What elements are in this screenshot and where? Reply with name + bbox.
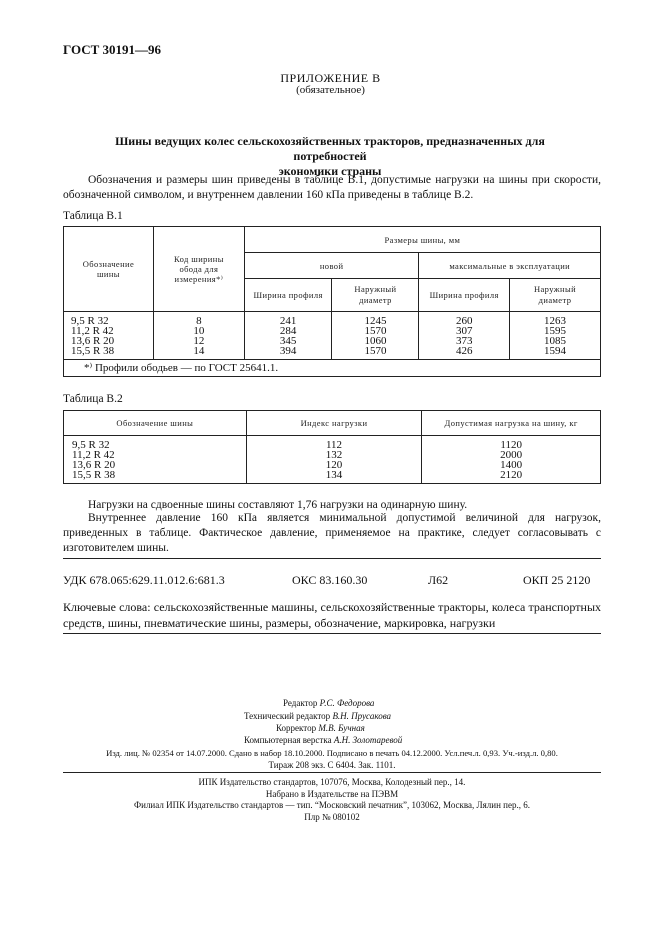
- t1-new-width: 345: [279, 335, 297, 347]
- imprint-line2: Тираж 208 экз. С 6404. Зак. 1101.: [268, 760, 396, 770]
- t2-permissible-load: 1400: [422, 460, 601, 470]
- t2-header-designation: Обозначение шины: [64, 411, 247, 436]
- imprint-line1: Изд. лиц. № 02354 от 14.07.2000. Сдано в набор 18.10.2000. Подписано в печать 04.12.2000. Усл.печ.л. 0,93. Уч.-изд.л. 0,80.: [106, 748, 558, 758]
- t1-rim-code: 12: [193, 335, 205, 347]
- table1-caption: Таблица В.1: [63, 210, 123, 222]
- t2-designation: 9,5 R 32: [64, 436, 247, 451]
- t1-designation: 15,5 R 38: [71, 345, 115, 357]
- t1-rim-code: 14: [193, 345, 205, 357]
- divider: [63, 772, 601, 773]
- oks-code: ОКС 83.160.30: [292, 573, 368, 587]
- udk-code: УДК 678.065:629.11.012.6:681.3: [63, 573, 225, 587]
- t1-max-diameter: 1085: [544, 335, 567, 347]
- credit-layout-name: А.Н. Золотаревой: [333, 735, 403, 745]
- t1-header-designation: Обозначение шины: [64, 227, 154, 312]
- t1-new-diameter: 1570: [364, 325, 387, 337]
- t1-header-new: новой: [244, 253, 419, 279]
- t1-designation: 9,5 R 32: [71, 315, 109, 327]
- t2-designation: 11,2 R 42: [64, 450, 247, 460]
- t1-rim-code: 10: [193, 325, 205, 337]
- t2-permissible-load: 1120: [422, 436, 601, 451]
- t1-new-width: 284: [279, 325, 297, 337]
- t1-max-diameter: 1594: [544, 345, 567, 357]
- keywords: Ключевые слова: сельскохозяйственные машины, сельскохозяйственные тракторы, колеса транспортных средств, шины, пневматические шины, размеры, обозначение, маркировка, нагрузки: [63, 600, 601, 630]
- t2-header-permissible-load: Допустимая нагрузка на шину, кг: [422, 411, 601, 436]
- table-row: [64, 470, 601, 484]
- t2-load-index: 134: [246, 470, 422, 484]
- credit-tech-editor-label: Технический редактор: [244, 711, 331, 721]
- publisher-line2: Набрано в Издательстве на ПЭВМ: [265, 789, 399, 799]
- table2-caption: Таблица В.2: [63, 393, 123, 405]
- section-heading-line2: экономики страны: [278, 164, 382, 178]
- t2-permissible-load: 2000: [422, 450, 601, 460]
- t1-new-diameter: 1060: [364, 335, 387, 347]
- standard-number: ГОСТ 30191—96: [63, 42, 162, 57]
- publisher-line3: Филиал ИПК Издательство стандартов — тип. “Московский печатник”, 103062, Москва, Лялин пер., 6.: [134, 800, 530, 810]
- t2-load-index: 132: [246, 450, 422, 460]
- t1-designation: 13,6 R 20: [71, 335, 115, 347]
- t1-new-diameter: 1245: [364, 315, 387, 327]
- t1-max-width: 373: [455, 335, 473, 347]
- l-code: Л62: [428, 573, 449, 587]
- t1-header-new-diameter: Наружный диаметр: [332, 279, 419, 312]
- t1-header-max-service: максимальные в эксплуатации: [419, 253, 601, 279]
- t2-designation: 13,6 R 20: [64, 460, 247, 470]
- t1-header-max-diameter: Наружный диаметр: [510, 279, 601, 312]
- credit-corrector-name: М.В. Бучная: [318, 723, 365, 733]
- t1-header-sizes: Размеры шины, мм: [244, 227, 600, 253]
- divider: [63, 558, 601, 559]
- credit-layout: [244, 735, 402, 746]
- credit-editor: [283, 698, 374, 709]
- credit-editor-name: Р.С. Федорова: [319, 698, 375, 708]
- credit-layout-label: Компьютерная верстка: [244, 735, 332, 745]
- credit-editor-label: Редактор: [283, 698, 318, 708]
- t1-max-diameter: 1263: [544, 315, 567, 327]
- okp-code: ОКП 25 2120: [523, 573, 591, 587]
- credit-corrector-label: Корректор: [276, 723, 317, 733]
- t2-permissible-load: 2120: [422, 470, 601, 484]
- t1-new-width: 394: [279, 345, 297, 357]
- publisher-line1: ИПК Издательство стандартов, 107076, Москва, Колодезный пер., 14.: [198, 777, 466, 787]
- t1-max-width: 260: [455, 315, 473, 327]
- credit-tech-editor-name: В.Н. Прусакова: [332, 711, 392, 721]
- t1-footnote: *⁾ Профили ободьев — по ГОСТ 25641.1.: [64, 360, 601, 377]
- t2-load-index: 112: [246, 436, 422, 451]
- t1-header-max-width: Ширина профиля: [419, 279, 510, 312]
- credit-tech-editor: [244, 711, 391, 722]
- t2-load-index: 120: [246, 460, 422, 470]
- t1-max-width: 426: [455, 345, 473, 357]
- table-row: [64, 436, 601, 451]
- divider: [63, 633, 601, 634]
- credit-corrector: [276, 723, 365, 734]
- appendix-title: ПРИЛОЖЕНИЕ В: [280, 71, 381, 85]
- table-b2: [63, 410, 601, 484]
- intro-paragraph: Обозначения и размеры шин приведены в таблице В.1, допустимые нагрузки на шины при скорости, обозначенной символом, и внутреннем давлении 160 кПа приведены в таблице В.2.: [63, 174, 601, 201]
- t1-new-width: 241: [279, 315, 297, 327]
- t1-max-width: 307: [455, 325, 473, 337]
- section-heading-line1: Шины ведущих колес сельскохозяйственных тракторов, предназначенных для потребностей: [115, 134, 545, 163]
- t2-designation: 15,5 R 38: [64, 470, 247, 484]
- publisher-line4: Плр № 080102: [304, 812, 360, 822]
- note-dual-tires: Нагрузки на сдвоенные шины составляют 1,76 нагрузки на одинарную шину.: [88, 499, 468, 511]
- t1-rim-code: 8: [196, 315, 202, 327]
- t1-new-diameter: 1570: [364, 345, 387, 357]
- table-b1: [63, 226, 601, 377]
- t2-header-load-index: Индекс нагрузки: [246, 411, 422, 436]
- appendix-subtitle: (обязательное): [296, 84, 365, 96]
- t1-max-diameter: 1595: [544, 325, 567, 337]
- table-row: [64, 312, 601, 360]
- t1-header-rim-code: Код ширины обода для измерения*⁾: [153, 227, 244, 312]
- t1-designation: 11,2 R 42: [71, 325, 114, 337]
- t1-header-new-width: Ширина профиля: [244, 279, 332, 312]
- note-pressure: Внутреннее давление 160 кПа является минимальной допустимой величиной для нагрузок, приведенных в таблице. Фактическое давление, применяемое на практике, следует согласовывать с изготовителем шины.: [63, 512, 601, 554]
